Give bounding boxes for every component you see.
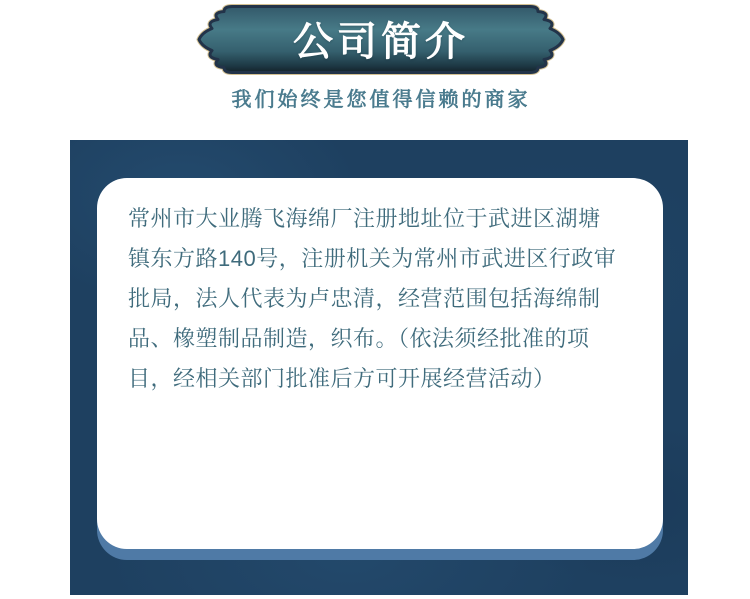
profile-text-line: 目，经相关部门批准后方可开展经营活动）	[128, 366, 556, 391]
company-intro-panel	[70, 140, 688, 595]
company-profile-card	[97, 178, 663, 549]
section-banner	[196, 2, 566, 77]
section-title: 公司简介	[293, 20, 469, 64]
profile-text-line: 常州市大业腾飞海绵厂注册地址位于武进区湖塘	[128, 206, 601, 231]
profile-text-line: 批局，法人代表为卢忠清，经营范围包括海绵制	[128, 286, 601, 311]
profile-text-line: 镇东方路140号，注册机关为常州市武进区行政审	[128, 246, 617, 271]
section-subtitle: 我们始终是您值得信赖的商家	[231, 89, 531, 111]
profile-text-line: 品、橡塑制品制造，织布。（依法须经批准的项	[128, 326, 590, 351]
